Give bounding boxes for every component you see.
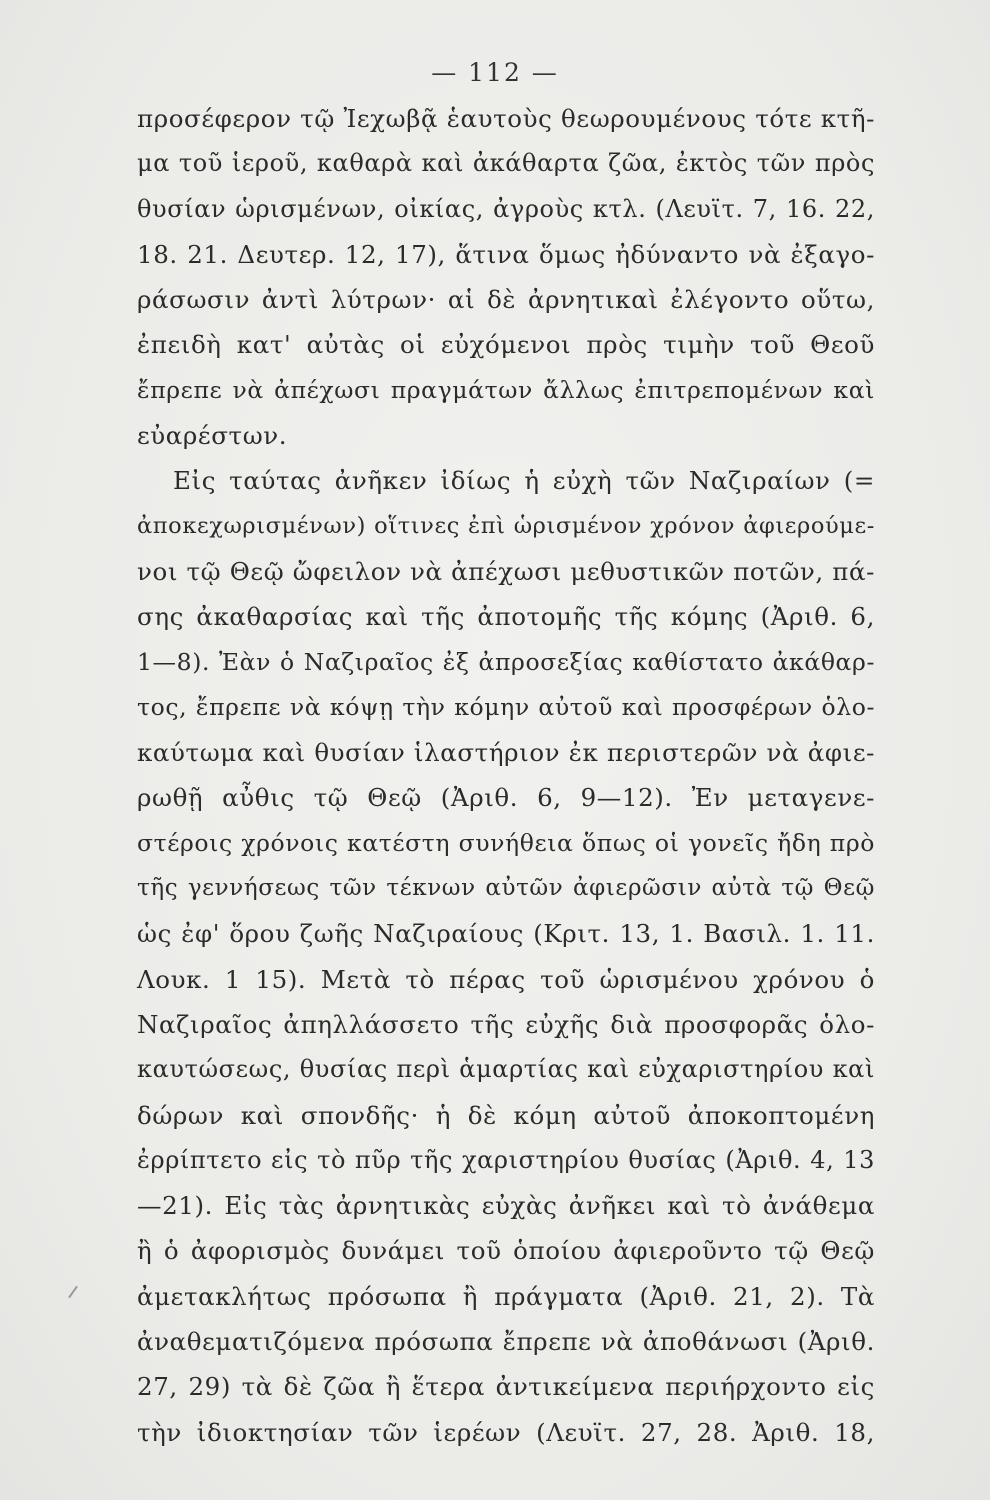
text-line: δώρων καὶ σπονδῆς· ἡ δὲ κόμη αὐτοῦ ἀποκοπτομένη	[137, 1100, 875, 1130]
text-line: —21). Εἰς τὰς ἀρνητικὰς εὐχὰς ἀνῆκει καὶ τὸ ἀνάθεμα	[137, 1191, 875, 1221]
text-line: σης ἀκαθαρσίας καὶ τῆς ἀποτομῆς τῆς κόμης (Ἀριθ. 6,	[137, 602, 875, 632]
text-line: μα τοῦ ἱεροῦ, καθαρὰ καὶ ἀκάθαρτα ζῶα, ἐκτὸς τῶν πρὸς	[137, 149, 875, 178]
text-line: εὐαρέστων.	[137, 421, 288, 451]
text-line: ἔπρεπε νὰ ἀπέχωσι πραγμάτων ἄλλως ἐπιτρεπομένων καὶ	[137, 375, 875, 404]
body-text	[137, 96, 875, 1455]
text-line: προσέφερον τῷ Ἰεχωβᾷ ἑαυτοὺς θεωρουμένους τότε κτῆ-	[137, 104, 875, 133]
text-line: τὴν ἰδιοκτησίαν τῶν ἱερέων (Λευϊτ. 27, 28. Ἀριθ. 18,	[137, 1417, 875, 1447]
text-line: θυσίαν ὡρισμένων, οἰκίας, ἀγροὺς κτλ. (Λευϊτ. 7, 16. 22,	[137, 194, 875, 223]
text-line: ἐρρίπτετο εἰς τὸ πῦρ τῆς χαριστηρίου θυσίας (Ἀριθ. 4, 13	[137, 1145, 875, 1174]
text-line: Λουκ. 1 15). Μετὰ τὸ πέρας τοῦ ὡρισμένου χρόνου ὁ	[137, 964, 875, 994]
paragraph-start-line: Εἰς ταύτας ἀνῆκεν ἰδίως ἡ εὐχὴ τῶν Ναζιραίων (=	[173, 466, 875, 496]
text-line: ἀποκεχωρισμένων) οἵτινες ἐπὶ ὡρισμένον χρόνον ἀφιερούμε-	[137, 512, 875, 539]
text-line: καύτωμα καὶ θυσίαν ἱλαστήριον ἐκ περιστερῶν νὰ ἀφιε-	[137, 738, 875, 768]
text-line: καυτώσεως, θυσίας περὶ ἁμαρτίας καὶ εὐχαριστηρίου καὶ	[137, 1055, 875, 1084]
text-line: στέροις χρόνοις κατέστη συνήθεια ὅπως οἱ γονεῖς ἤδη πρὸ	[137, 828, 875, 857]
text-line: ἐπειδὴ κατ' αὐτὰς οἱ εὐχόμενοι πρὸς τιμὴν τοῦ Θεοῦ	[137, 330, 875, 360]
page-number: — 112 —	[431, 58, 559, 87]
text-line: ἢ ὁ ἀφορισμὸς δυνάμει τοῦ ὁποίου ἀφιεροῦντο τῷ Θεῷ	[137, 1236, 875, 1266]
text-line: τος, ἔπρεπε νὰ κόψῃ τὴν κόμην αὐτοῦ καὶ προσφέρων ὁλο-	[137, 692, 875, 721]
text-line: ράσωσιν ἀντὶ λύτρων· αἱ δὲ ἀρνητικαὶ ἐλέγοντο οὕτω,	[137, 285, 875, 315]
text-line: 27, 29) τὰ δὲ ζῶα ἢ ἕτερα ἀντικείμενα περιήρχοντο εἰς	[137, 1372, 875, 1402]
text-line: ἀμετακλήτως πρόσωπα ἢ πράγματα (Ἀριθ. 21, 2). Τὰ	[137, 1281, 875, 1311]
text-line: τῆς γεννήσεως τῶν τέκνων αὐτῶν ἀφιερῶσιν αὐτὰ τῷ Θεῷ	[137, 875, 875, 902]
margin-mark	[68, 1286, 78, 1299]
text-line: νοι τῷ Θεῷ ὤφειλον νὰ ἀπέχωσι μεθυστικῶν ποτῶν, πά-	[137, 556, 875, 586]
text-line: Ναζιραῖος ἀπηλλάσσετο τῆς εὐχῆς διὰ προσφορᾶς ὁλο-	[137, 1009, 875, 1039]
text-line: 1—8). Ἐὰν ὁ Ναζιραῖος ἐξ ἀπροσεξίας καθίστατο ἀκάθαρ-	[137, 647, 875, 676]
text-line: ἀναθεματιζόμενα πρόσωπα ἔπρεπε νὰ ἀποθάνωσι (Ἀριθ.	[137, 1327, 875, 1357]
text-line: 18. 21. Δευτερ. 12, 17), ἅτινα ὅμως ἠδύναντο νὰ ἐξαγο-	[137, 239, 875, 269]
text-line: ὡς ἐφ' ὅρου ζωῆς Ναζιραίους (Κριτ. 13, 1. Βασιλ. 1. 11.	[137, 919, 875, 949]
text-line: ρωθῇ αὖθις τῷ Θεῷ (Ἀριθ. 6, 9—12). Ἐν μεταγενε-	[137, 783, 875, 813]
